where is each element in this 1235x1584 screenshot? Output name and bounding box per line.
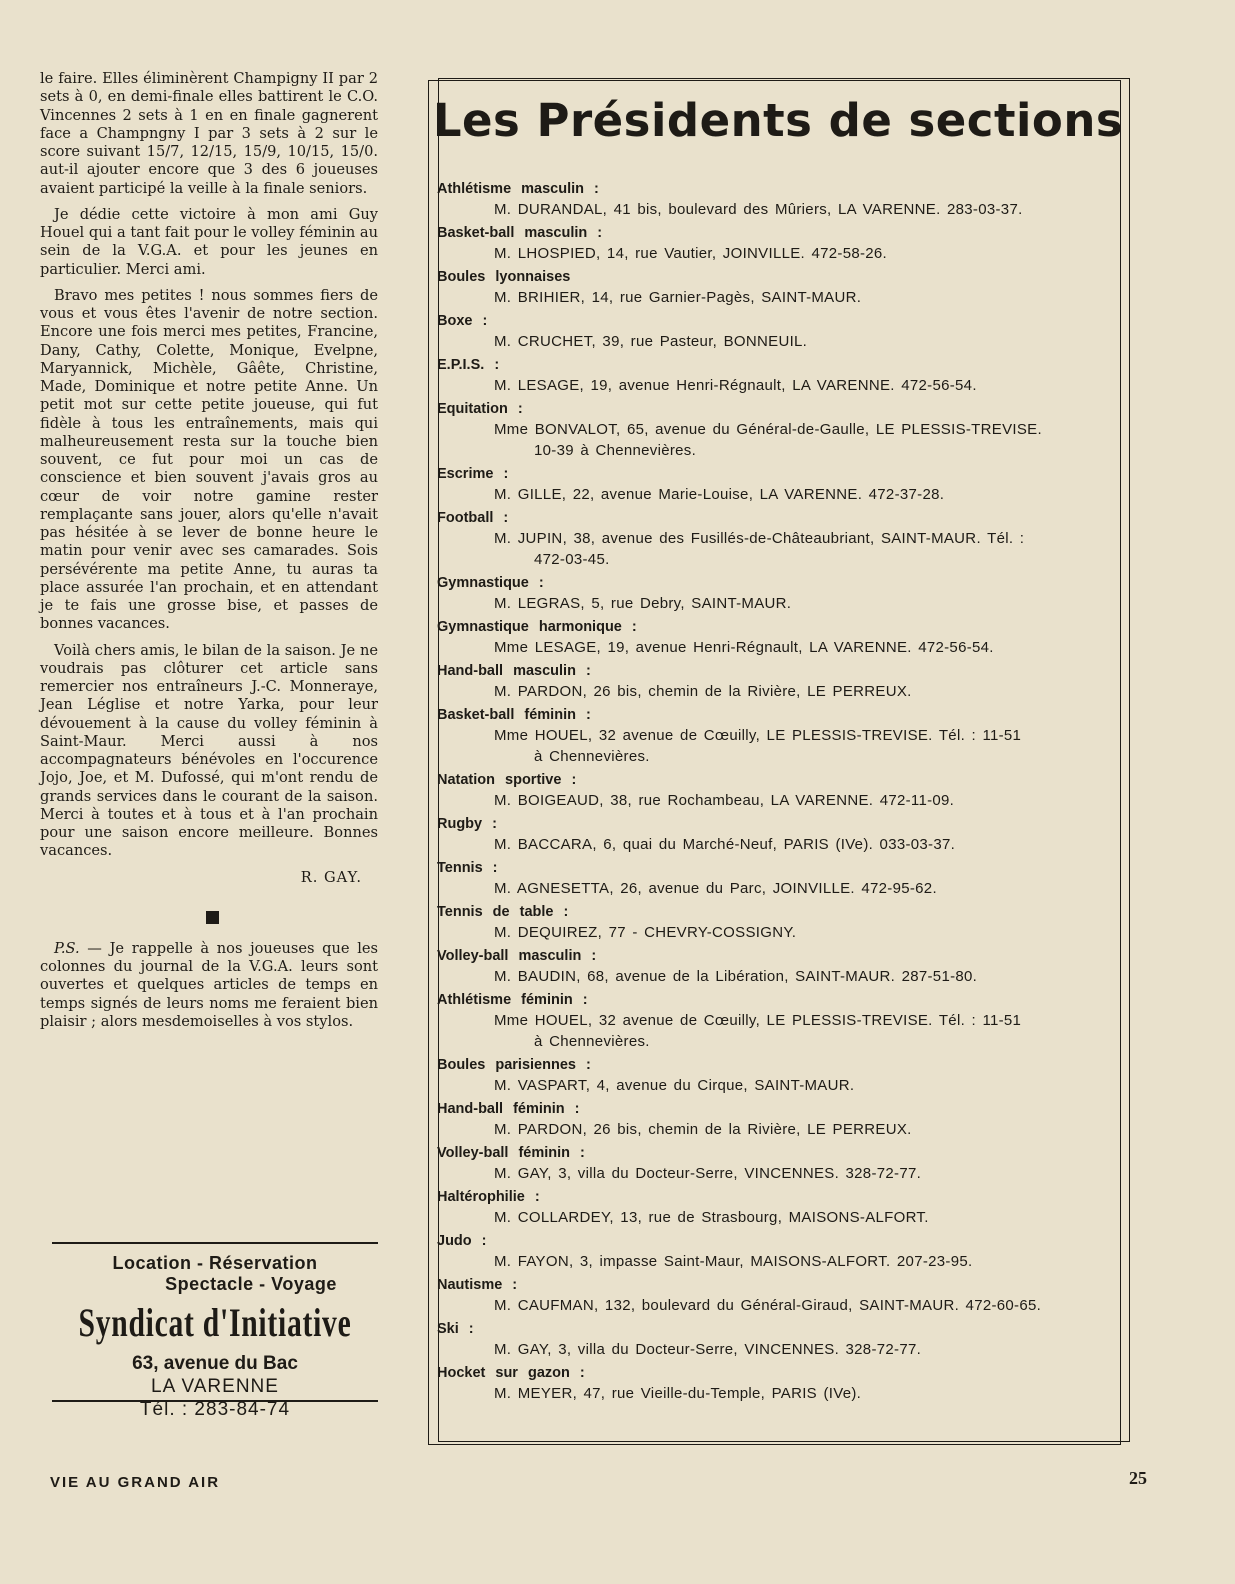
president-entry <box>437 991 1127 1052</box>
president-address: M. COLLARDEY, 13, rue de Strasbourg, MAISONS-ALFORT. <box>494 1209 929 1226</box>
section-name: Gymnastique harmonique : <box>437 619 637 635</box>
section-separator <box>206 911 219 924</box>
president-entry <box>437 224 1127 264</box>
section-name: Basket-ball masculin : <box>437 225 603 241</box>
president-details <box>437 1383 1127 1404</box>
president-address: M. CRUCHET, 39, rue Pasteur, BONNEUIL. <box>494 333 808 350</box>
president-address: M. MEYER, 47, rue Vieille-du-Temple, PARIS (IVe). <box>494 1385 862 1402</box>
ad-address: 63, avenue du Bac <box>132 1353 298 1374</box>
president-address: Mme HOUEL, 32 avenue de Cœuilly, LE PLESSIS-TREVISE. Tél. : 11-51 <box>494 1012 1022 1029</box>
president-details <box>437 1339 1127 1360</box>
president-address: M. GAY, 3, villa du Docteur-Serre, VINCENNES. 328-72-77. <box>494 1341 922 1358</box>
president-address: M. BRIHIER, 14, rue Garnier-Pagès, SAINT-MAUR. <box>494 289 862 306</box>
president-details <box>437 922 1127 943</box>
president-details <box>437 419 1127 461</box>
section-name: Athlétisme féminin : <box>437 992 588 1008</box>
president-address-continued: 10-39 à Chennevières. <box>534 442 697 459</box>
ad-city: LA VARENNE <box>151 1376 279 1397</box>
president-address: Mme LESAGE, 19, avenue Henri-Régnault, LA VARENNE. 472-56-54. <box>494 639 994 656</box>
section-name: Volley-ball masculin : <box>437 948 597 964</box>
president-entry <box>437 268 1127 308</box>
president-entry <box>437 706 1127 767</box>
president-address-continued: à Chennevières. <box>534 1033 650 1050</box>
president-address: M. BACCARA, 6, quai du Marché-Neuf, PARIS (IVe). 033-03-37. <box>494 836 956 853</box>
president-details <box>437 1075 1127 1096</box>
president-entry <box>437 1320 1127 1360</box>
section-name: Haltérophilie : <box>437 1189 540 1205</box>
president-address-continued: 472-03-45. <box>534 551 610 568</box>
section-name: Athlétisme masculin : <box>437 181 599 197</box>
section-name: Escrime : <box>437 466 509 482</box>
president-details <box>437 790 1127 811</box>
president-entry <box>437 859 1127 899</box>
president-entry <box>437 815 1127 855</box>
article-column <box>40 70 378 1039</box>
president-details <box>437 484 1127 505</box>
article-paragraph: le faire. Elles éliminèrent Champigny II par 2 sets à 0, en demi-finale elles battirent le C.O. Vincennes 2 sets à 1 en en finale gagnerent face a Champngny I par 3 sets à 2 sur le score suivant 15/7, 12/15, 15/9, 10/15, 15/0. aut-il ajouter encore que 3 des 6 joueuses avaient participé la veille à la finale seniors. <box>40 70 378 197</box>
president-details <box>437 375 1127 396</box>
section-name: Boules lyonnaises <box>437 269 571 285</box>
syndicat-advertisement <box>52 1242 378 1420</box>
section-name: E.P.I.S. : <box>437 357 500 373</box>
section-name: Natation sportive : <box>437 772 577 788</box>
president-address: M. GILLE, 22, avenue Marie-Louise, LA VARENNE. 472-37-28. <box>494 486 945 503</box>
president-entry <box>437 947 1127 987</box>
president-entry <box>437 180 1127 220</box>
article-paragraph: Bravo mes petites ! nous sommes fiers de vous et vous êtes l'avenir de notre section. Encore une fois merci mes petites, Francine, Dany, Cathy, Colette, Monique, Evelpne, Maryannick, Michèle, Gâête, Christine, Made, Dominique et notre petite Anne. Un petit mot sur cette petite joueuse, qui fut fidèle à tous les entraînements, mais qui malheureusement resta sur la touche bien souvent, ce fut pour moi un cas de conscience et bien souvent j'avais gros au cœur de voir notre gamine rester remplaçante sans jouer, alors qu'elle n'avait pas hésitée à se lever de bonne heure le matin pour venir avec ses camarades. Sois persévérente ma petite Anne, tu auras ta place assurée l'an prochain, et en attendant je te fais une grosse bise, et passes de bonnes vacances. <box>40 286 378 633</box>
president-details <box>437 199 1127 220</box>
president-address: M. BOIGEAUD, 38, rue Rochambeau, LA VARENNE. 472-11-09. <box>494 792 955 809</box>
section-name: Volley-ball féminin : <box>437 1145 585 1161</box>
ad-line-1: Location - Réservation <box>112 1253 318 1273</box>
president-details <box>437 1010 1127 1052</box>
president-entry <box>437 1056 1127 1096</box>
presidents-list <box>437 180 1127 1408</box>
president-entry <box>437 618 1127 658</box>
president-entry <box>437 662 1127 702</box>
president-address: M. FAYON, 3, impasse Saint-Maur, MAISONS-ALFORT. 207-23-95. <box>494 1253 973 1270</box>
president-details <box>437 593 1127 614</box>
president-details <box>437 1207 1127 1228</box>
president-details <box>437 1163 1127 1184</box>
president-address: M. BAUDIN, 68, avenue de la Libération, SAINT-MAUR. 287-51-80. <box>494 968 978 985</box>
president-address: M. JUPIN, 38, avenue des Fusillés-de-Châteaubriant, SAINT-MAUR. Tél. : <box>494 530 1025 547</box>
president-address: M. GAY, 3, villa du Docteur-Serre, VINCENNES. 328-72-77. <box>494 1165 922 1182</box>
president-details <box>437 528 1127 570</box>
president-entry <box>437 1232 1127 1272</box>
president-entry <box>437 312 1127 352</box>
president-details <box>437 681 1127 702</box>
page-number: 25 <box>1129 1468 1147 1488</box>
postscript <box>40 940 378 1031</box>
ad-name: Syndicat d'Initiative <box>78 1300 352 1345</box>
section-name: Hand-ball masculin : <box>437 663 591 679</box>
magazine-name: VIE AU GRAND AIR <box>50 1474 221 1491</box>
president-details <box>437 1119 1127 1140</box>
article-signature: R. GAY. <box>300 868 362 886</box>
president-details <box>437 287 1127 308</box>
section-name: Equitation : <box>437 401 523 417</box>
president-details <box>437 725 1127 767</box>
ad-phone: Tél. : 283-84-74 <box>139 1399 291 1420</box>
president-details <box>437 1295 1127 1316</box>
president-entry <box>437 1188 1127 1228</box>
president-details <box>437 834 1127 855</box>
article-paragraph: Voilà chers amis, le bilan de la saison. Je ne voudrais pas clôturer cet article sans remercier nos entraîneurs J.-C. Monneraye, Jean Léglise et notre Yarka, pour leur dévouement à la cause du volley féminin à Saint-Maur. Merci aussi à nos accompagnateurs bénévoles en l'occurence Jojo, Joe, et M. Dufossé, qui m'ont rendu de grands services dans le courant de la saison. Merci à toutes et à tous et à l'an prochain pour une saison encore meilleure. Bonnes vacances. <box>40 641 378 860</box>
section-name: Boules parisiennes : <box>437 1057 591 1073</box>
president-entry <box>437 574 1127 614</box>
section-name: Boxe : <box>437 313 488 329</box>
president-address: M. LHOSPIED, 14, rue Vautier, JOINVILLE. 472-58-26. <box>494 245 888 262</box>
president-address: M. PARDON, 26 bis, chemin de la Rivière, LE PERREUX. <box>494 1121 912 1138</box>
president-address: M. DURANDAL, 41 bis, boulevard des Mûriers, LA VARENNE. 283-03-37. <box>494 201 1023 218</box>
president-entry <box>437 1100 1127 1140</box>
section-name: Tennis de table : <box>437 904 569 920</box>
section-name: Gymnastique : <box>437 575 544 591</box>
section-name: Hocket sur gazon : <box>437 1365 585 1381</box>
presidents-title: Les Présidents de sections <box>432 94 1124 147</box>
president-details <box>437 243 1127 264</box>
president-address: M. LESAGE, 19, avenue Henri-Régnault, LA VARENNE. 472-56-54. <box>494 377 977 394</box>
president-address: M. LEGRAS, 5, rue Debry, SAINT-MAUR. <box>494 595 792 612</box>
president-address: Mme BONVALOT, 65, avenue du Général-de-Gaulle, LE PLESSIS-TREVISE. <box>494 421 1042 438</box>
president-entry <box>437 1364 1127 1404</box>
president-address: M. AGNESETTA, 26, avenue du Parc, JOINVILLE. 472-95-62. <box>494 880 937 897</box>
president-entry <box>437 903 1127 943</box>
section-name: Rugby : <box>437 816 497 832</box>
section-name: Football : <box>437 510 509 526</box>
president-entry <box>437 509 1127 570</box>
postscript-label: P.S. <box>54 939 80 957</box>
president-details <box>437 637 1127 658</box>
president-entry <box>437 771 1127 811</box>
president-address: M. CAUFMAN, 132, boulevard du Général-Giraud, SAINT-MAUR. 472-60-65. <box>494 1297 1042 1314</box>
president-entry <box>437 465 1127 505</box>
president-entry <box>437 356 1127 396</box>
president-details <box>437 1251 1127 1272</box>
president-details <box>437 878 1127 899</box>
president-address-continued: à Chennevières. <box>534 748 650 765</box>
president-entry <box>437 400 1127 461</box>
president-details <box>437 331 1127 352</box>
section-name: Judo : <box>437 1233 487 1249</box>
postscript-text: — Je rappelle à nos joueuses que les colonnes du journal de la V.G.A. leurs sont ouvertes et quelques articles de temps en temps signés de leurs noms me feraient bien plaisir ; alors mesdemoiselles à vos stylos. <box>40 939 378 1030</box>
president-details <box>437 966 1127 987</box>
president-entry <box>437 1276 1127 1316</box>
president-address: M. PARDON, 26 bis, chemin de la Rivière, LE PERREUX. <box>494 683 912 700</box>
president-address: M. VASPART, 4, avenue du Cirque, SAINT-MAUR. <box>494 1077 855 1094</box>
section-name: Tennis : <box>437 860 498 876</box>
section-name: Nautisme : <box>437 1277 518 1293</box>
president-entry <box>437 1144 1127 1184</box>
section-name: Basket-ball féminin : <box>437 707 591 723</box>
president-address: Mme HOUEL, 32 avenue de Cœuilly, LE PLESSIS-TREVISE. Tél. : 11-51 <box>494 727 1022 744</box>
ad-line-2: Spectacle - Voyage <box>165 1274 337 1294</box>
article-paragraph: Je dédie cette victoire à mon ami Guy Houel qui a tant fait pour le volley féminin au sein de la V.G.A. et pour les jeunes en particulier. Merci ami. <box>40 205 378 278</box>
section-name: Ski : <box>437 1321 474 1337</box>
president-address: M. DEQUIREZ, 77 - CHEVRY-COSSIGNY. <box>494 924 797 941</box>
section-name: Hand-ball féminin : <box>437 1101 580 1117</box>
